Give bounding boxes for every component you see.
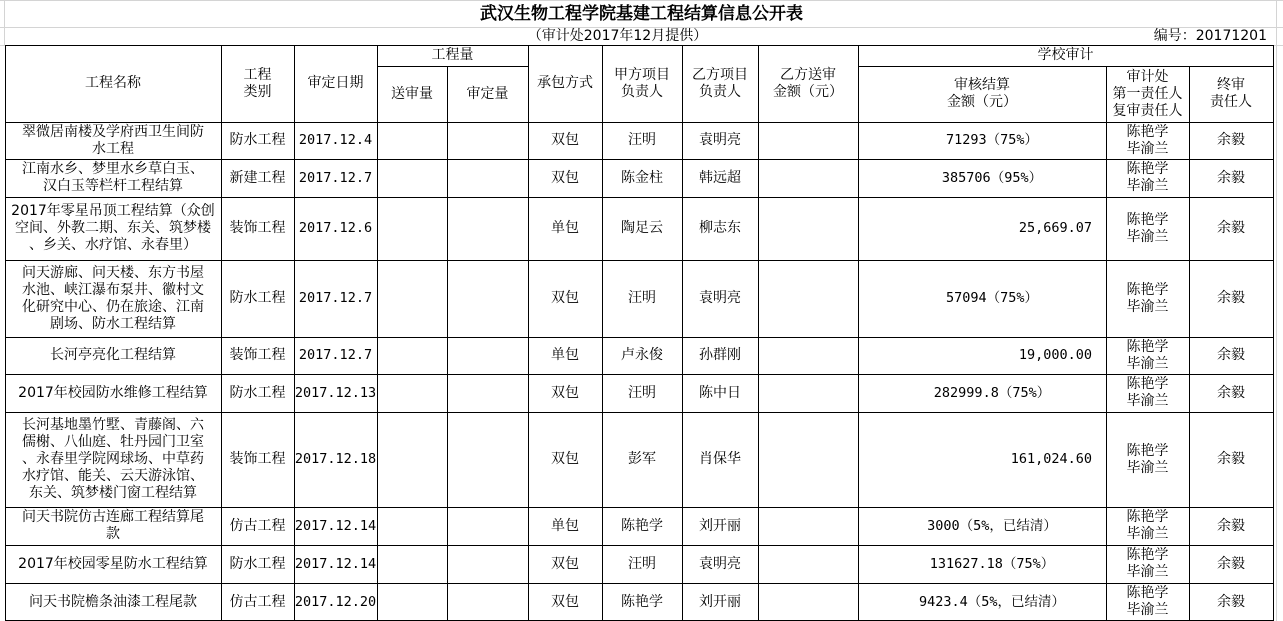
cell-border [5, 545, 1273, 546]
contract-mode-cell: 单包 [551, 347, 579, 363]
party-b-manager-cell: 柳志东 [699, 220, 741, 236]
approval-date-cell: 2017.12.7 [298, 290, 373, 306]
project-name-cell: 翠微居南楼及学府西卫生间防 水工程 [22, 124, 204, 157]
header-project-type: 工程 类别 [243, 67, 272, 100]
grid-line [1276, 0, 1277, 621]
project-type-cell: 装饰工程 [229, 220, 286, 236]
cell-border [758, 45, 759, 621]
cell-border [858, 45, 859, 621]
cell-border [377, 45, 378, 621]
audit-amount-cell: 71293（75%） [945, 132, 1039, 148]
cell-border [5, 374, 1273, 375]
cell-border [858, 66, 1273, 67]
audit-amount-cell: 25,669.07 [1018, 220, 1092, 236]
header-approved-quantity: 审定量 [466, 86, 509, 102]
contract-mode-cell: 双包 [551, 556, 579, 572]
audit-responsible-cell: 陈艳学 毕渝兰 [1126, 443, 1169, 476]
cell-border [5, 122, 1273, 123]
party-b-manager-cell: 袁明亮 [699, 132, 741, 148]
approval-date-cell: 2017.12.6 [298, 220, 373, 236]
final-reviewer-cell: 余毅 [1217, 594, 1245, 610]
header-school-audit: 学校审计 [1037, 47, 1094, 63]
cell-border [447, 66, 448, 621]
project-type-cell: 防水工程 [229, 385, 286, 401]
party-a-manager-cell: 陈金柱 [621, 170, 663, 186]
cell-border [5, 507, 1273, 508]
party-a-manager-cell: 汪明 [628, 385, 656, 401]
audit-responsible-cell: 陈艳学 毕渝兰 [1126, 124, 1169, 157]
project-name-cell: 问天书院檐条油漆工程尾款 [29, 594, 197, 610]
cell-border [528, 45, 529, 621]
project-name-cell: 长河亭亮化工程结算 [50, 347, 176, 363]
cell-border [1189, 66, 1190, 621]
party-b-manager-cell: 陈中日 [699, 385, 741, 401]
party-a-manager-cell: 陈艳学 [621, 594, 663, 610]
final-reviewer-cell: 余毅 [1217, 556, 1245, 572]
audit-responsible-cell: 陈艳学 毕渝兰 [1126, 339, 1169, 372]
party-a-manager-cell: 汪明 [628, 132, 656, 148]
audit-responsible-cell: 陈艳学 毕渝兰 [1126, 547, 1169, 580]
contract-mode-cell: 双包 [551, 170, 579, 186]
final-reviewer-cell: 余毅 [1217, 347, 1245, 363]
approval-date-cell: 2017.12.18 [294, 451, 377, 467]
header-sent-quantity: 送审量 [391, 86, 433, 102]
cell-border [221, 45, 222, 621]
final-reviewer-cell: 余毅 [1217, 518, 1245, 534]
cell-border [5, 45, 6, 621]
approval-date-cell: 2017.12.20 [294, 594, 377, 610]
project-type-cell: 仿古工程 [229, 594, 286, 610]
party-a-manager-cell: 彭军 [628, 451, 656, 467]
party-a-manager-cell: 汪明 [628, 556, 656, 572]
project-name-cell: 长河基地墨竹墅、青藤阁、六 儒榭、八仙庭、牡丹园门卫室 、永春里学院网球场、中草药 水疗馆、能关、云天游泳馆、 东关、筑梦楼门窗工程结算 [22, 417, 204, 501]
audit-amount-cell: 385706（95%） [941, 170, 1043, 186]
project-type-cell: 仿古工程 [229, 518, 286, 534]
audit-responsible-cell: 陈艳学 毕渝兰 [1126, 585, 1169, 618]
contract-mode-cell: 双包 [551, 451, 579, 467]
party-b-manager-cell: 韩远超 [699, 170, 741, 186]
final-reviewer-cell: 余毅 [1217, 451, 1245, 467]
project-name-cell: 2017年校园防水维修工程结算 [18, 385, 208, 401]
audit-amount-cell: 19,000.00 [1018, 347, 1092, 363]
audit-responsible-cell: 陈艳学 毕渝兰 [1126, 161, 1169, 194]
audit-amount-cell: 161,024.60 [1010, 451, 1092, 467]
cell-border [602, 45, 603, 621]
contract-mode-cell: 单包 [551, 518, 579, 534]
header-project-name: 工程名称 [85, 75, 141, 91]
contract-mode-cell: 双包 [551, 132, 579, 148]
audit-responsible-cell: 陈艳学 毕渝兰 [1126, 376, 1169, 409]
audit-responsible-cell: 陈艳学 毕渝兰 [1126, 212, 1169, 245]
sheet-title: 武汉生物工程学院基建工程结算信息公开表 [480, 4, 803, 24]
party-b-manager-cell: 刘开丽 [699, 594, 741, 610]
approval-date-cell: 2017.12.14 [294, 556, 377, 572]
project-type-cell: 装饰工程 [229, 347, 286, 363]
contract-mode-cell: 单包 [551, 220, 579, 236]
project-name-cell: 江南水乡、梦里水乡草白玉、 汉白玉等栏杆工程结算 [22, 161, 204, 194]
final-reviewer-cell: 余毅 [1217, 170, 1245, 186]
header-final-reviewer: 终审 责任人 [1210, 77, 1252, 110]
approval-date-cell: 2017.12.14 [294, 518, 377, 534]
project-name-cell: 2017年校园零星防水工程结算 [18, 556, 208, 572]
party-b-manager-cell: 肖保华 [699, 451, 741, 467]
project-name-cell: 2017年零星吊顶工程结算（众创 空间、外教二期、东关、筑梦楼 、乡关、水疗馆、永春里） [11, 203, 215, 253]
cell-border [5, 412, 1273, 413]
cell-border [5, 583, 1273, 584]
header-party-b-manager: 乙方项目 负责人 [692, 67, 748, 100]
cell-border [5, 197, 1273, 198]
grid-line [0, 0, 1283, 1]
project-type-cell: 防水工程 [229, 556, 286, 572]
approval-date-cell: 2017.12.7 [298, 170, 373, 186]
project-type-cell: 防水工程 [229, 290, 286, 306]
cell-border [5, 260, 1273, 261]
cell-border [377, 66, 528, 67]
contract-mode-cell: 双包 [551, 290, 579, 306]
cell-border [682, 45, 683, 621]
approval-date-cell: 2017.12.13 [294, 385, 377, 401]
sheet-serial-number: 编号：20171201 [1153, 28, 1267, 44]
audit-amount-cell: 282999.8（75%） [933, 385, 1051, 401]
party-b-manager-cell: 袁明亮 [699, 556, 741, 572]
contract-mode-cell: 双包 [551, 594, 579, 610]
header-approval-date: 审定日期 [307, 75, 364, 91]
party-a-manager-cell: 汪明 [628, 290, 656, 306]
header-audit-amount: 审核结算 金额（元） [947, 77, 1017, 110]
final-reviewer-cell: 余毅 [1217, 132, 1245, 148]
party-a-manager-cell: 卢永俊 [621, 347, 663, 363]
party-a-manager-cell: 陈艳学 [621, 518, 663, 534]
cell-border [1106, 66, 1107, 621]
cell-border [294, 45, 295, 621]
party-a-manager-cell: 陶足云 [621, 220, 663, 236]
project-name-cell: 问天书院仿古连廊工程结算尾 款 [22, 509, 204, 542]
project-name-cell: 问天游廊、问天楼、东方书屋 水池、峡江瀑布泵井、徽村文 化研究中心、仍在旅途、江南 剧场、防水工程结算 [22, 265, 204, 332]
cell-border [5, 159, 1273, 160]
audit-responsible-cell: 陈艳学 毕渝兰 [1126, 509, 1169, 542]
cell-border [1273, 45, 1274, 621]
approval-date-cell: 2017.12.4 [298, 132, 373, 148]
header-contract-mode: 承包方式 [537, 75, 593, 91]
approval-date-cell: 2017.12.7 [298, 347, 373, 363]
header-quantity: 工程量 [431, 47, 474, 63]
grid-line [4, 0, 5, 45]
party-b-manager-cell: 袁明亮 [699, 290, 741, 306]
final-reviewer-cell: 余毅 [1217, 385, 1245, 401]
final-reviewer-cell: 余毅 [1217, 220, 1245, 236]
sheet-subtitle: （审计处2017年12月提供） [527, 28, 708, 44]
audit-amount-cell: 57094（75%） [945, 290, 1039, 306]
party-b-manager-cell: 孙群刚 [699, 347, 741, 363]
project-type-cell: 防水工程 [229, 132, 286, 148]
audit-amount-cell: 131627.18（75%） [929, 556, 1055, 572]
party-b-manager-cell: 刘开丽 [699, 518, 741, 534]
header-party-b-amount: 乙方送审 金额（元） [773, 67, 843, 100]
project-type-cell: 新建工程 [229, 170, 286, 186]
audit-amount-cell: 3000（5%，已结清） [927, 518, 1057, 534]
contract-mode-cell: 双包 [551, 385, 579, 401]
audit-responsible-cell: 陈艳学 毕渝兰 [1126, 282, 1169, 315]
audit-amount-cell: 9423.4（5%，已结清） [918, 594, 1066, 610]
cell-border [5, 337, 1273, 338]
header-audit-responsible: 审计处 第一责任人 复审责任人 [1112, 69, 1183, 119]
final-reviewer-cell: 余毅 [1217, 290, 1245, 306]
project-type-cell: 装饰工程 [229, 451, 286, 467]
header-party-a-manager: 甲方项目 负责人 [614, 67, 670, 100]
cell-border [5, 45, 1273, 46]
